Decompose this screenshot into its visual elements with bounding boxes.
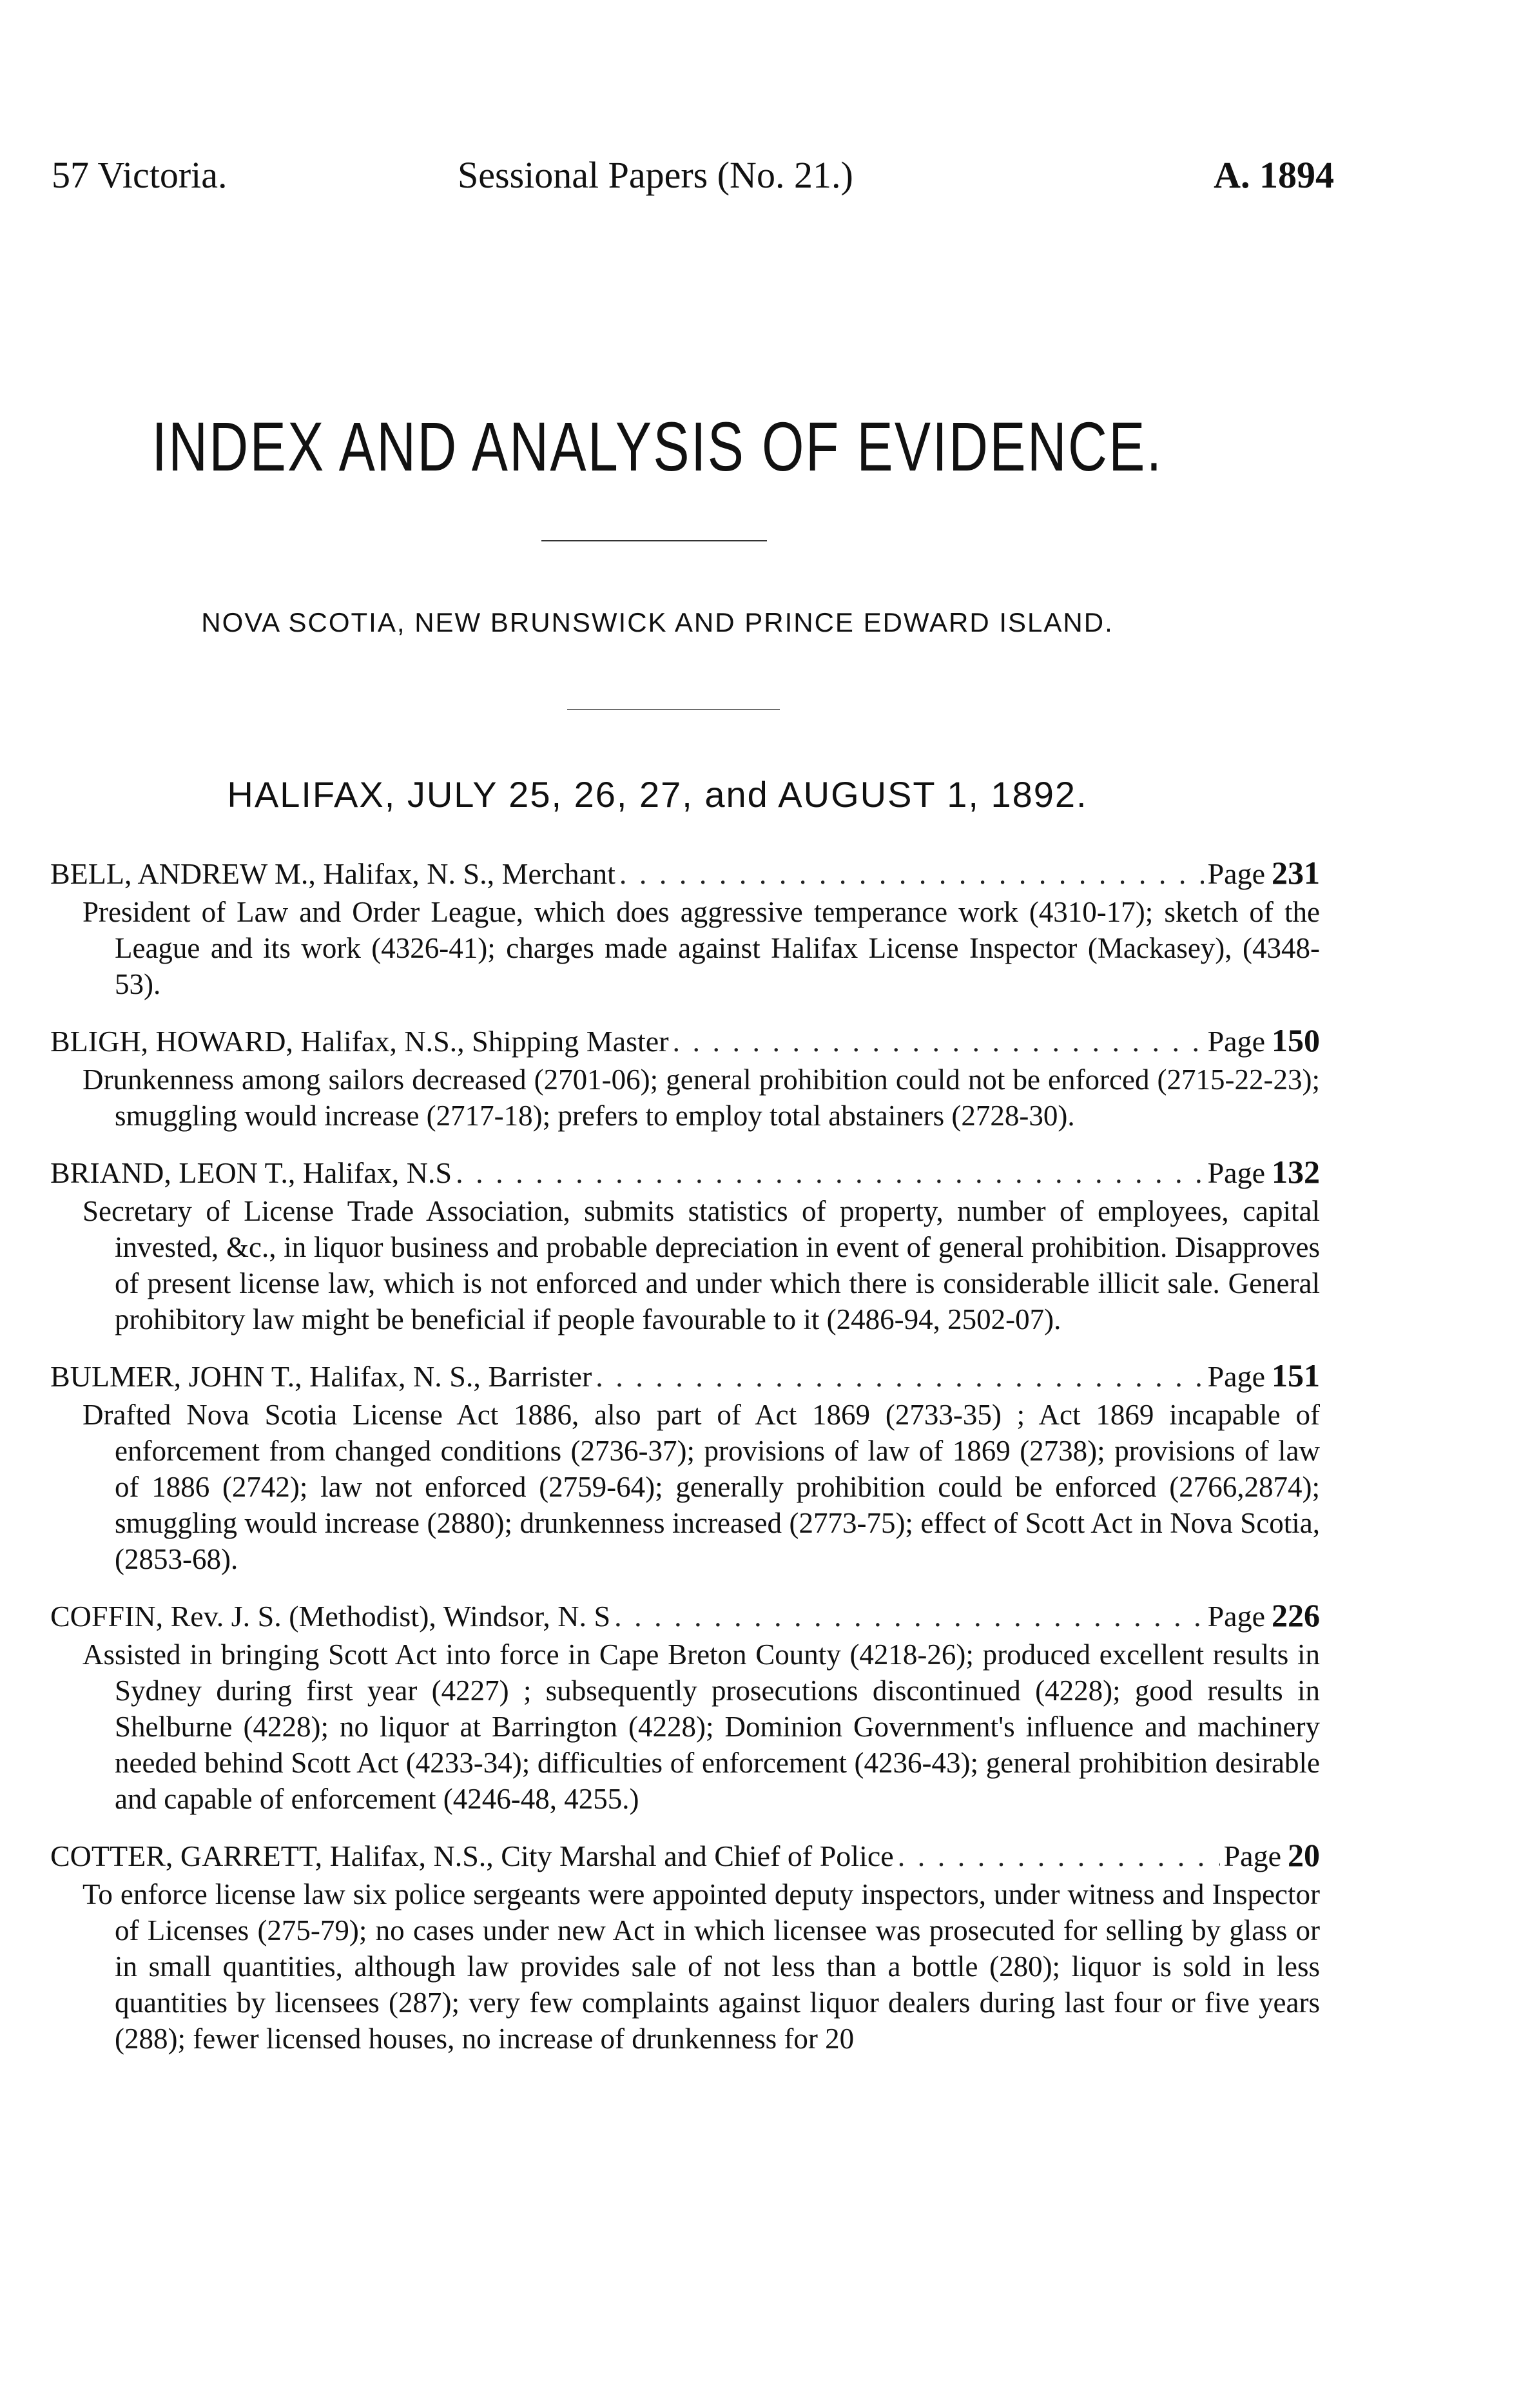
page-label: Page bbox=[1207, 857, 1265, 890]
index-entry bbox=[50, 1357, 1320, 1577]
entry-heading bbox=[50, 854, 1320, 893]
page-number: 231 bbox=[1272, 855, 1320, 891]
page-number: 132 bbox=[1272, 1154, 1320, 1190]
page-reference bbox=[1208, 1597, 1320, 1635]
evidence-summary: President of Law and Order League, which does aggressive temperance work (4310-17); sketch of the League and its work (4326-41); charges made against Halifax License Inspector (Mackasey), (4348-53). bbox=[82, 896, 1320, 1000]
page-number: 151 bbox=[1272, 1357, 1320, 1393]
witness-name: BELL, ANDREW M., Halifax, N. S., Merchant bbox=[50, 857, 615, 890]
index-entry bbox=[50, 1153, 1320, 1337]
index-entry bbox=[50, 854, 1320, 1002]
entry-heading bbox=[50, 1153, 1320, 1192]
page-label: Page bbox=[1207, 1156, 1265, 1189]
entry-heading bbox=[50, 1836, 1320, 1875]
page-number: 226 bbox=[1272, 1597, 1320, 1633]
header-sessional-papers: Sessional Papers (No. 21.) bbox=[458, 154, 853, 196]
evidence-summary: Drafted Nova Scotia License Act 1886, also part of Act 1869 (2733-35) ; Act 1869 incapable of enforcement from changed conditions (2736-37); provisions of law of 1869 (2738); provisions of law of 1886 (2742); law not enforced (2759-64); generally prohibition could be enforced (2766,2874); smuggling would increase (2880); drunkenness increased (2773-75); effect of Scott Act in Nova Scotia, (2853-68). bbox=[82, 1399, 1320, 1575]
session-heading: HALIFAX, JULY 25, 26, 27, and AUGUST 1, 1892. bbox=[227, 774, 1088, 815]
page-label: Page bbox=[1223, 1840, 1281, 1872]
page-label: Page bbox=[1207, 1360, 1265, 1393]
entry-heading bbox=[50, 1357, 1320, 1395]
page-reference bbox=[1208, 1022, 1320, 1060]
dot-leader bbox=[614, 1598, 1203, 1635]
dot-leader bbox=[673, 1023, 1204, 1060]
evidence-summary: Drunkenness among sailors decreased (2701-06); general prohibition could not be enforced (2715-22-23); smuggling would increase (2717-18); prefers to employ total abstainers (2728-30). bbox=[82, 1063, 1320, 1132]
dot-leader bbox=[619, 855, 1204, 893]
running-header bbox=[52, 153, 1334, 199]
entry-heading bbox=[50, 1022, 1320, 1060]
witness-name: BLIGH, HOWARD, Halifax, N.S., Shipping Master bbox=[50, 1025, 669, 1058]
dot-leader bbox=[456, 1154, 1204, 1192]
region-heading: NOVA SCOTIA, NEW BRUNSWICK AND PRINCE EDWARD ISLAND. bbox=[201, 607, 1114, 637]
region-divider bbox=[567, 709, 780, 710]
header-year: A. 1894 bbox=[1214, 154, 1334, 196]
page-number: 20 bbox=[1288, 1837, 1320, 1873]
page-number: 150 bbox=[1272, 1022, 1320, 1058]
page-title: INDEX AND ANALYSIS OF EVIDENCE. bbox=[151, 407, 1163, 485]
index-entry bbox=[50, 1022, 1320, 1134]
page-label: Page bbox=[1207, 1025, 1265, 1058]
page-reference bbox=[1208, 1357, 1320, 1395]
page-reference bbox=[1208, 854, 1320, 893]
evidence-summary: Secretary of License Trade Association, submits statistics of property, number of employees, capital invested, &c., in liquor business and probable depreciation in event of general prohibition. Disapproves of present license law, which is not enforced and under which there is considerable illicit sale. General prohibitory law might be beneficial if people favourable to it (2486-94, 2502-07). bbox=[82, 1195, 1320, 1335]
witness-name: COTTER, GARRETT, Halifax, N.S., City Marshal and Chief of Police bbox=[50, 1840, 894, 1872]
evidence-index-list bbox=[50, 854, 1320, 2076]
witness-name: COFFIN, Rev. J. S. (Methodist), Windsor, N. S bbox=[50, 1600, 611, 1633]
witness-name: BULMER, JOHN T., Halifax, N. S., Barrister bbox=[50, 1360, 592, 1393]
page-reference bbox=[1224, 1836, 1320, 1875]
witness-name: BRIAND, LEON T., Halifax, N.S bbox=[50, 1156, 452, 1189]
index-entry bbox=[50, 1836, 1320, 2057]
evidence-summary: To enforce license law six police sergeants were appointed deputy inspectors, under witness and Inspector of Licenses (275-79); no cases under new Act in which licensee was prosecuted for selling by glass or in small quantities, although law provides sale of not less than a bottle (280); liquor is sold in less quantities by licensees (287); very few complaints against liquor dealers during last four or five years (288); fewer licensed houses, no increase of drunkenness for 20 bbox=[82, 1878, 1320, 2055]
title-divider bbox=[541, 540, 767, 541]
page-label: Page bbox=[1207, 1600, 1265, 1633]
entry-heading bbox=[50, 1597, 1320, 1635]
evidence-summary: Assisted in bringing Scott Act into force in Cape Breton County (4218-26); produced excellent results in Sydney during first year (4227) ; subsequently prosecutions discontinued (4228); good results in Shelburne (4228); no liquor at Barrington (4228); Dominion Government's influence and machinery needed behind Scott Act (4233-34); difficulties of enforcement (4236-43); general prohibition desirable and capable of enforcement (4246-48, 4255.) bbox=[82, 1638, 1320, 1815]
dot-leader bbox=[898, 1838, 1220, 1875]
header-regnal-year: 57 Victoria. bbox=[52, 154, 228, 196]
index-entry bbox=[50, 1597, 1320, 1817]
dot-leader bbox=[596, 1358, 1203, 1395]
page-reference bbox=[1208, 1153, 1320, 1192]
